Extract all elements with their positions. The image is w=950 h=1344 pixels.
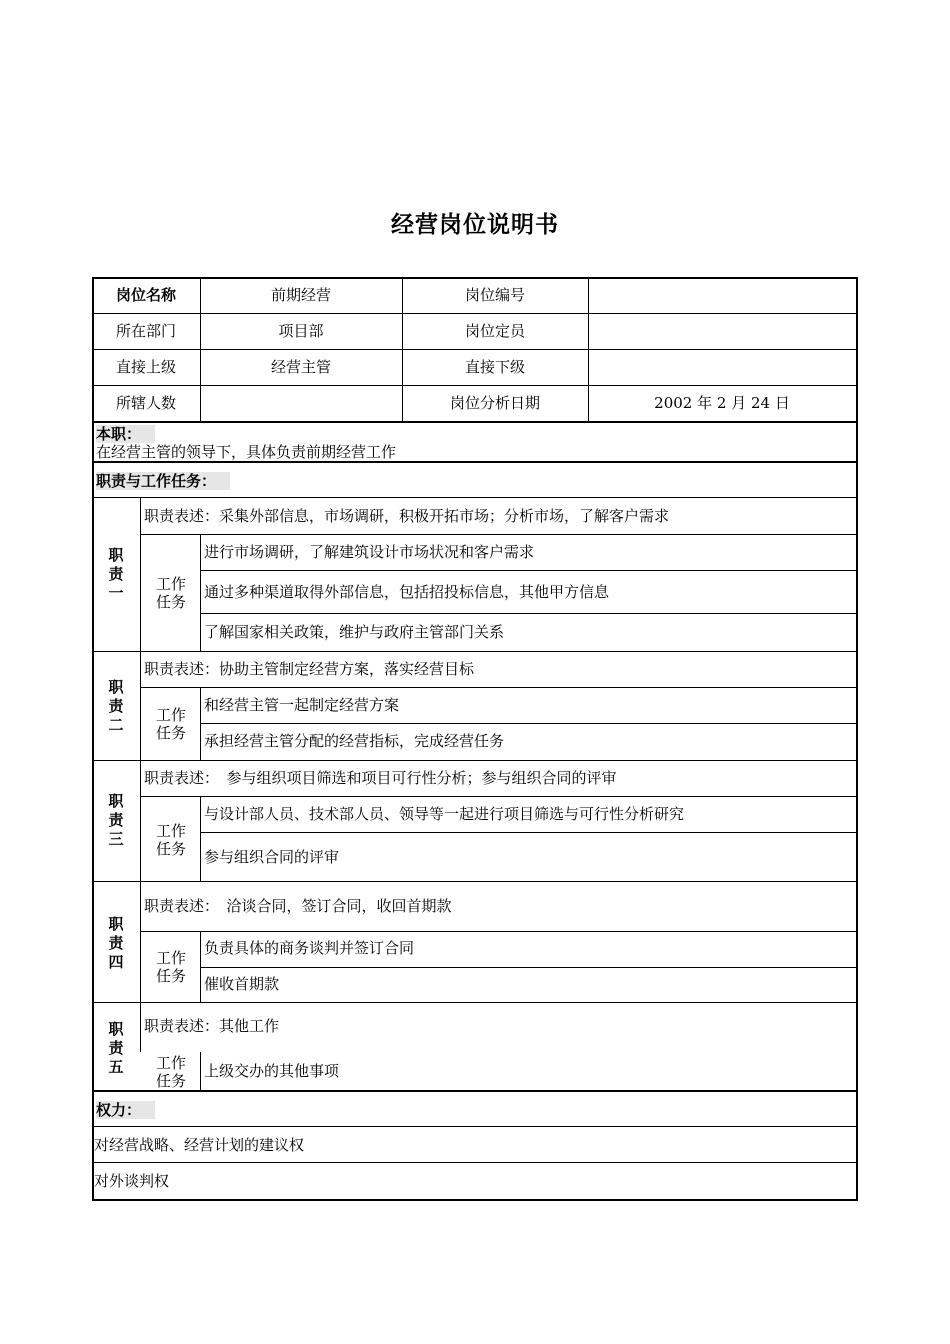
duty-5-label: 职 责 五 — [108, 1020, 124, 1076]
duty-section-line — [92, 881, 858, 882]
duty-1-task-1: 进行市场调研，了解建筑设计市场状况和客户需求 — [204, 543, 535, 561]
code-label: 岗位编号 — [464, 286, 525, 304]
duty-2-task-2: 承担经营主管分配的经营指标，完成经营任务 — [204, 732, 505, 750]
powers-line — [92, 1162, 858, 1163]
duty-5-task-label: 工作 任务 — [155, 1054, 186, 1090]
power-item-2: 对外谈判权 — [94, 1172, 170, 1190]
duty-4-task-2: 催收首期款 — [204, 975, 280, 993]
duty-3-task-2: 参与组织合同的评审 — [204, 848, 340, 866]
duty-4-label: 职 责 四 — [108, 915, 124, 971]
duties-heading-line — [92, 497, 858, 498]
power-item-1: 对经营战略、经营计划的建议权 — [94, 1136, 305, 1154]
duty-2-task-1: 和经营主管一起制定经营方案 — [204, 696, 400, 714]
dept-value: 项目部 — [278, 322, 324, 340]
duty-3-task-1: 与设计部人员、技术部人员、领导等一起进行项目筛选与可行性分析研究 — [204, 805, 685, 823]
info-bottom-line — [92, 421, 858, 423]
duty-section-line — [92, 760, 858, 761]
info-row-line — [92, 349, 858, 350]
task-col-line — [200, 796, 201, 881]
dept-label: 所在部门 — [115, 322, 176, 340]
staff-label: 所辖人数 — [115, 394, 176, 412]
name-value: 前期经营 — [270, 286, 331, 304]
duty-5-task-1: 上级交办的其他事项 — [204, 1062, 340, 1080]
duty-section-line — [92, 1002, 858, 1003]
duty-1-statement: 职责表述：采集外部信息，市场调研，积极开拓市场；分析市场，了解客户需求 — [144, 507, 670, 525]
task-col-line — [200, 534, 201, 651]
duty-3-statement: 职责表述： 参与组织项目筛选和项目可行性分析；参与组织合同的评审 — [144, 769, 617, 787]
duty-2-statement: 职责表述：协助主管制定经营方案，落实经营目标 — [144, 660, 475, 678]
duty-5-statement: 职责表述：其他工作 — [144, 1017, 280, 1035]
summary-text: 在经营主管的领导下，具体负责前期经营工作 — [96, 443, 397, 461]
task-line — [200, 613, 858, 614]
subordinate-label: 直接下级 — [464, 358, 525, 376]
statement-line — [140, 687, 858, 688]
task-col-line — [200, 1052, 201, 1090]
duty-1-task-2: 通过多种渠道取得外部信息，包括招投标信息，其他甲方信息 — [204, 583, 610, 601]
job-description-table — [92, 277, 858, 1201]
duty-2-label: 职 责 二 — [108, 678, 124, 734]
duty-1-label: 职 责 一 — [108, 546, 124, 602]
task-line — [200, 570, 858, 571]
summary-bottom-line — [92, 461, 858, 463]
border-right — [856, 277, 858, 1201]
duty-3-task-label: 工作 任务 — [155, 822, 186, 858]
quota-label: 岗位定员 — [464, 322, 525, 340]
powers-heading: 权力： — [96, 1102, 155, 1119]
duty-4-task-label: 工作 任务 — [155, 949, 186, 985]
name-label: 岗位名称 — [115, 286, 176, 304]
date-label: 岗位分析日期 — [449, 394, 540, 412]
duties-bottom-line — [92, 1090, 858, 1092]
powers-line — [92, 1126, 858, 1127]
statement-line — [140, 796, 858, 797]
info-row-line — [92, 313, 858, 314]
duty-4-task-1: 负责具体的商务谈判并签订合同 — [204, 939, 415, 957]
info-row-line — [92, 385, 858, 386]
superior-value: 经营主管 — [270, 358, 331, 376]
duty-section-line — [92, 651, 858, 652]
duties-heading: 职责与工作任务： — [96, 473, 230, 490]
duty-col-line — [140, 497, 141, 1052]
statement-line — [140, 534, 858, 535]
border-bottom — [92, 1199, 858, 1201]
duty-1-task-3: 了解国家相关政策，维护与政府主管部门关系 — [204, 623, 505, 641]
border-top — [92, 277, 858, 279]
task-line — [200, 723, 858, 724]
summary-heading: 本职： — [96, 426, 155, 443]
duty-1-task-label: 工作 任务 — [155, 575, 186, 611]
statement-line — [140, 931, 858, 932]
duty-4-statement: 职责表述： 洽谈合同，签订合同，收回首期款 — [144, 897, 452, 915]
duty-3-label: 职 责 三 — [108, 792, 124, 848]
task-line — [200, 967, 858, 968]
superior-label: 直接上级 — [115, 358, 176, 376]
date-value: 2002 年 2 月 24 日 — [654, 394, 790, 412]
duty-2-task-label: 工作 任务 — [155, 706, 186, 742]
task-line — [200, 832, 858, 833]
document-title: 经营岗位说明书 — [391, 212, 559, 238]
